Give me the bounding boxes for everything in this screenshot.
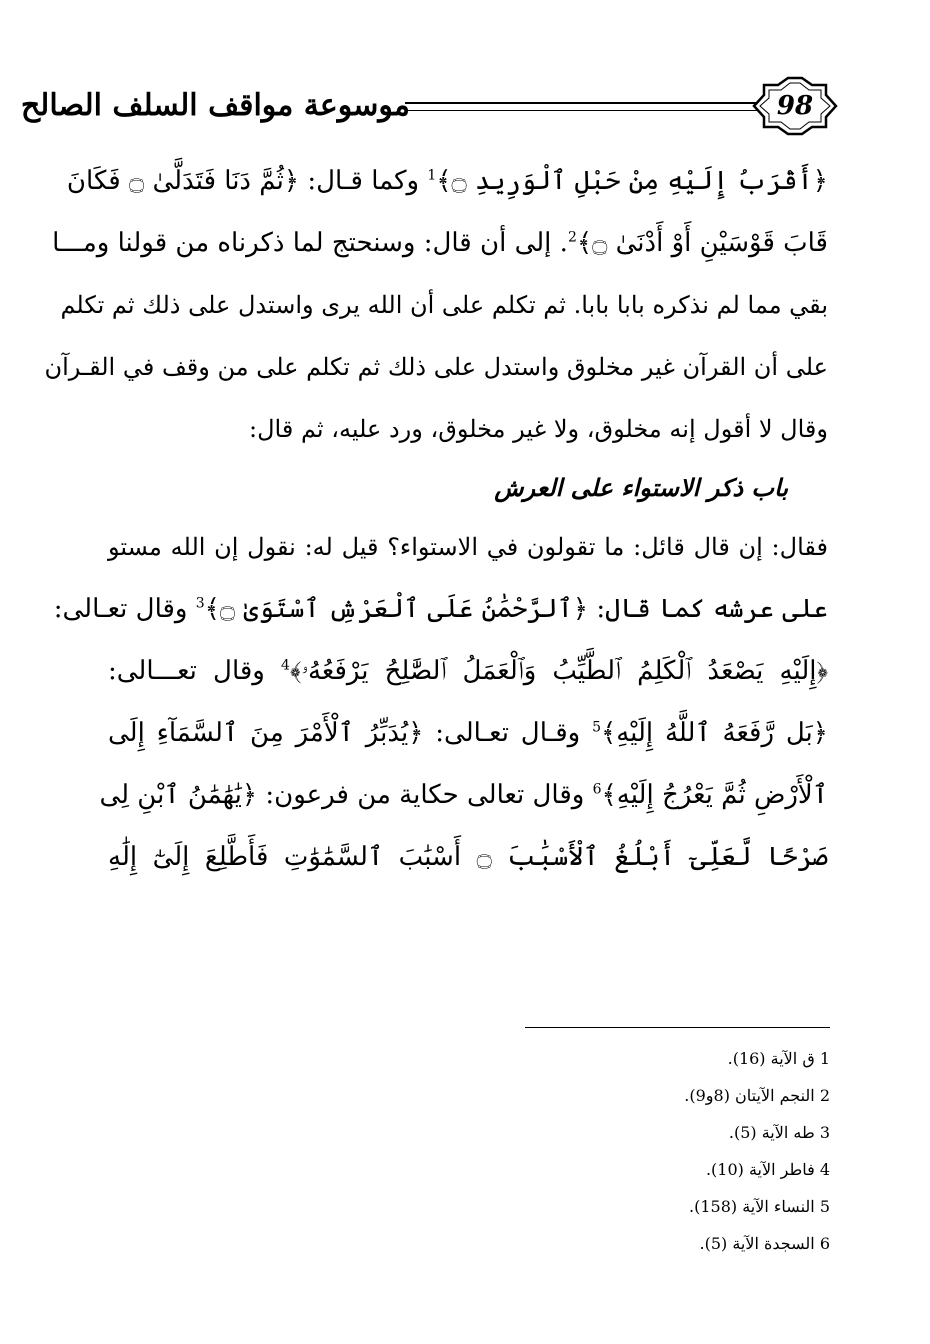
text-line: ﴿إِلَيْهِ يَصْعَدُ ٱلْكَلِمُ ٱلطَّيِّبُ وَٱلْعَمَلُ ٱلصَّٰلِحُ يَرْفَعُهُۥ﴾$^4$ وقال تعـــالى: (108, 656, 829, 686)
text-line: قَابَ قَوْسَيْنِ أَوْ أَدْنَىٰ ۝﴾$^2$. إلى أن قال: وسنحتج لما ذكرناه من قولنا ومـــا (52, 228, 828, 258)
footnote: 1 ق الآية (16). (727, 1049, 830, 1068)
footnote: 5 النساء الآية (158). (689, 1197, 830, 1216)
text-line: ٱلْأَرْضِ ثُمَّ يَعْرُجُ إِلَيْهِ﴾$^6$ وقال تعالى حكاية من فرعون: ﴿يَٰهَٰمَٰنُ ٱبْنِ لِى (99, 780, 828, 810)
footnote: 2 النجم الآيتان (8و9). (684, 1086, 830, 1105)
footnote: 4 فاطر الآية (10). (705, 1160, 830, 1179)
text-line: فقال: إن قال قائل: ما تقولون في الاستواء؟ قيل له: نقول إن الله مستو (108, 533, 828, 561)
book-title: موسوعة مواقف السلف الصالح (20, 88, 410, 123)
text-line: بقي مما لم نذكره بابا بابا. ثم تكلم على أن الله يرى واستدل على ذلك ثم تكلم (60, 291, 828, 319)
main-text (44, 150, 829, 888)
footnote: 3 طه الآية (5). (728, 1123, 830, 1142)
text-line: على أن القرآن غير مخلوق واستدل على ذلك ثم تكلم على من وقف في القـرآن (44, 353, 828, 381)
section-heading: باب ذكر الاستواء على العرش (494, 473, 788, 502)
page-header (20, 70, 840, 150)
text-line: على عرشه كما قال: ﴿ٱلرَّحْمَٰنُ عَلَى ٱلْعَرْشِ ٱسْتَوَىٰ ۝﴾$^3$ وقال تعـالى: (53, 594, 828, 624)
text-line: صَرْحًا لَّعَلِّىٓ أَبْلُغُ ٱلْأَسْبَٰبَ ۝ أَسْبَٰبَ ٱلسَّمَٰوَٰتِ فَأَطَّلِعَ إِلَىٰٓ إِلَٰهِ (108, 842, 829, 872)
text-line: ﴿بَل رَّفَعَهُ ٱللَّهُ إِلَيْهِ﴾$^5$ وقـال تعـالى: ﴿يُدَبِّرُ ٱلْأَمْرَ مِنَ ٱلسَّمَآءِ إِلَى (108, 718, 828, 748)
header-rule-thin (405, 110, 795, 111)
text-line: ﴿أَقْرَبُ إِلَيْهِ مِنْ حَبْلِ ٱلْوَرِيدِ ۝﴾$^1$ وكما قـال: ﴿ثُمَّ دَنَا فَتَدَلَّىٰ ۝ فَكَانَ (66, 166, 828, 196)
footnote: 6 السجدة الآية (5). (699, 1234, 830, 1253)
text-line: وقال لا أقول إنه مخلوق، ولا غير مخلوق، ورد عليه، ثم قال: (249, 415, 828, 443)
page-number-badge (750, 75, 840, 137)
header-rule (405, 102, 795, 104)
footnotes (520, 1040, 830, 1262)
footnote-separator (525, 1027, 830, 1028)
page-number: 98 (776, 91, 814, 121)
